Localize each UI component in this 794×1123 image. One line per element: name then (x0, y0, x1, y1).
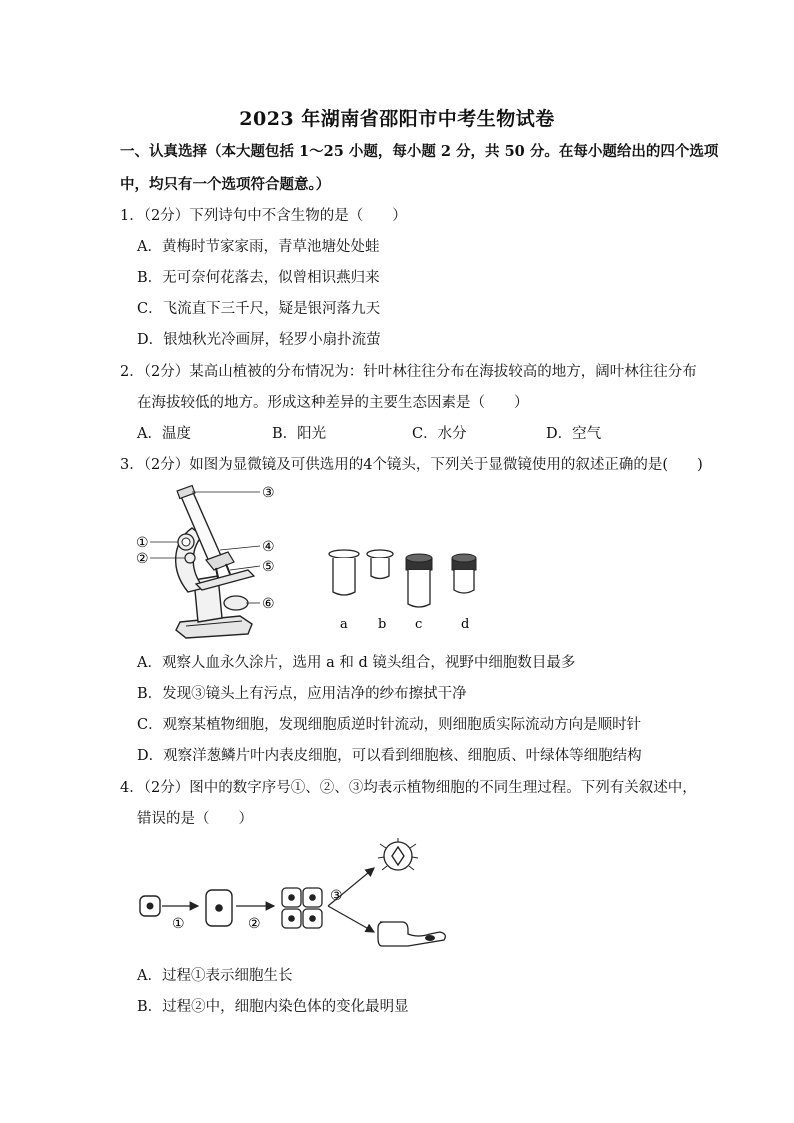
q2-stem-line1: 2．（2分）某高山植被的分布情况为：针叶林往往分布在海拔较高的地方，阔叶林往往分布 (120, 364, 697, 380)
process-label-1: ① (172, 916, 185, 932)
q4-option-b: B．过程②中，细胞内染色体的变化最明显 (137, 999, 409, 1015)
q3-option-c: C．观察某植物细胞，发现细胞质逆时针流动，则细胞质实际流动方向是顺时针 (137, 717, 642, 733)
q3-option-a: A．观察人血永久涂片，选用 a 和 d 镜头组合，视野中细胞数目最多 (137, 655, 576, 671)
lens-b (367, 550, 393, 579)
process-label-2: ② (248, 916, 261, 932)
lens-d (452, 554, 476, 593)
callout-4: ④ (262, 539, 275, 555)
q2-option-d: D．空气 (546, 426, 602, 442)
q3-stem: 3．（2分）如图为显微镜及可供选用的4个镜头，下列关于显微镜使用的叙述正确的是( ) (120, 457, 703, 473)
callout-1: ① (136, 535, 149, 551)
q2-option-a: A．温度 (137, 426, 191, 442)
q3-option-b: B．发现③镜头上有污点，应用洁净的纱布擦拭干净 (137, 686, 467, 702)
callout-5: ⑤ (262, 559, 275, 575)
microscope-figure (130, 480, 490, 645)
q4-option-a: A．过程①表示细胞生长 (137, 968, 293, 984)
q1-stem: 1．（2分）下列诗句中不含生物的是（ ） (120, 208, 407, 224)
lens-label-b: b (378, 617, 387, 632)
q1-option-a: A．黄梅时节家家雨，青草池塘处处蛙 (137, 239, 380, 255)
lens-label-a: a (340, 617, 348, 632)
q1-option-c: C．飞流直下三千尺，疑是银河落九天 (137, 301, 381, 317)
q2-stem-line2: 在海拔较低的地方。形成这种差异的主要生态因素是（ ） (137, 395, 529, 411)
process-label-3: ③ (330, 888, 343, 904)
q1-option-d: D．银烛秋光冷画屏，轻罗小扇扑流萤 (137, 332, 381, 348)
lens-label-d: d (461, 617, 470, 632)
page-title: 2023 年湖南省邵阳市中考生物试卷 (239, 108, 555, 130)
lens-a (329, 550, 359, 595)
q2-option-b: B．阳光 (272, 426, 327, 442)
section-heading-line2: 中，均只有一个选项符合题意。） (120, 176, 331, 193)
q1-option-b: B．无可奈何花落去，似曾相识燕归来 (137, 270, 380, 286)
q4-stem-line1: 4．（2分）图中的数字序号①、②、③均表示植物细胞的不同生理过程。下列有关叙述中， (120, 780, 697, 796)
q2-option-c: C．水分 (412, 426, 467, 442)
callout-2: ② (136, 551, 149, 567)
q4-stem-line2: 错误的是（ ） (137, 811, 253, 827)
callout-6: ⑥ (262, 596, 275, 612)
callout-3: ③ (262, 485, 275, 501)
lens-c (406, 554, 432, 607)
q3-option-d: D．观察洋葱鳞片叶内表皮细胞，可以看到细胞核、细胞质、叶绿体等细胞结构 (137, 748, 642, 764)
lens-label-c: c (415, 617, 423, 632)
cell-process-figure (130, 838, 460, 958)
section-heading-line1: 一、认真选择（本大题包括 1～25 小题，每小题 2 分，共 50 分。在每小题给出的四个选项 (120, 143, 719, 160)
